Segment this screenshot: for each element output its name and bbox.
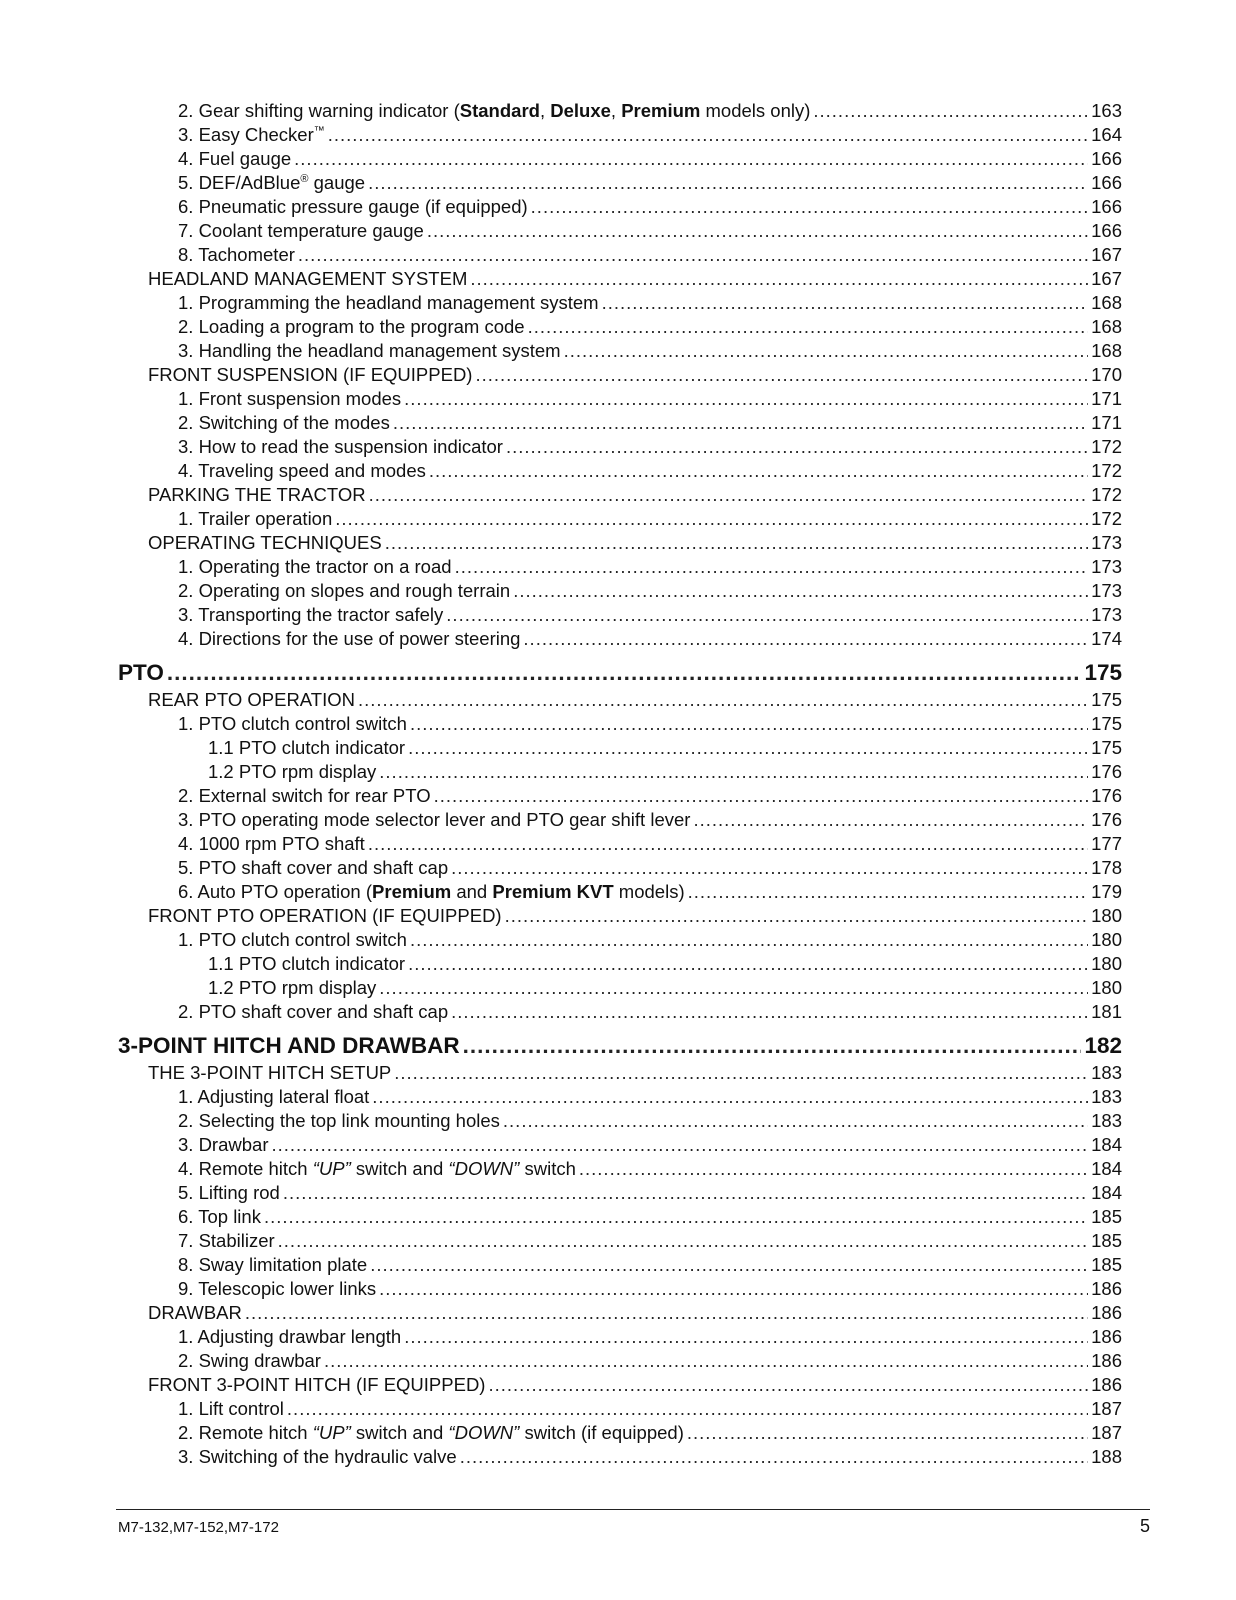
- toc-entry-title: 9. Telescopic lower links: [178, 1278, 377, 1299]
- footer-page-number: 5: [1139, 1516, 1150, 1536]
- dot-leader: [687, 1421, 1088, 1445]
- toc-page-number: 183: [1091, 1062, 1122, 1083]
- toc-entry-title: 4. Fuel gauge: [178, 148, 292, 169]
- dot-leader: [278, 1229, 1088, 1253]
- toc-subentry[interactable]: [118, 976, 1122, 1000]
- toc-page-number: 168: [1091, 316, 1122, 337]
- toc-entry-title: 1.1 PTO clutch indicator: [208, 737, 406, 758]
- toc-page-number: 186: [1091, 1350, 1122, 1371]
- toc-entry-title: 2. Gear shifting warning indicator (Standard, Deluxe, Premium models only): [178, 100, 811, 121]
- trademark-symbol: ™: [313, 124, 325, 137]
- toc-page-number: 170: [1091, 364, 1122, 385]
- toc-entry-title: 1. Lift control: [178, 1398, 284, 1419]
- toc-entry[interactable]: [118, 459, 1122, 483]
- toc-page-number: 166: [1091, 172, 1122, 193]
- toc-entry[interactable]: [118, 1133, 1122, 1157]
- toc-chapter-title: 3-POINT HITCH AND DRAWBAR: [118, 1033, 460, 1058]
- toc-section-entry[interactable]: [118, 483, 1122, 507]
- dot-leader: [523, 627, 1088, 651]
- dot-leader: [404, 387, 1088, 411]
- toc-page-number: 184: [1091, 1134, 1122, 1155]
- toc-entry[interactable]: [118, 784, 1122, 808]
- toc-entry-title: PARKING THE TRACTOR: [148, 484, 366, 505]
- toc-entry-title: 3. Transporting the tractor safely: [178, 604, 444, 625]
- toc-page-number: 183: [1091, 1110, 1122, 1131]
- toc-section-entry[interactable]: [118, 688, 1122, 712]
- toc-entry-title: 5. PTO shaft cover and shaft cap: [178, 857, 449, 878]
- toc-entry[interactable]: [118, 507, 1122, 531]
- toc-entry-title: OPERATING TECHNIQUES: [148, 532, 382, 553]
- toc-section-entry[interactable]: [118, 1301, 1122, 1325]
- toc-entry-title: 2. Swing drawbar: [178, 1350, 321, 1371]
- toc-page-number: 181: [1091, 1001, 1122, 1022]
- dot-leader: [358, 688, 1088, 712]
- toc-page-number: 175: [1084, 660, 1122, 685]
- toc-entry[interactable]: [118, 387, 1122, 411]
- footer-divider: [116, 1509, 1150, 1510]
- toc-page-number: 186: [1091, 1302, 1122, 1323]
- toc-entry[interactable]: [118, 1157, 1122, 1181]
- toc-page-number: 179: [1091, 881, 1122, 902]
- dot-leader: [460, 1445, 1088, 1469]
- toc-entry[interactable]: [118, 99, 1122, 123]
- toc-entry-title: 3. Switching of the hydraulic valve: [178, 1446, 457, 1467]
- toc-page-number: 186: [1091, 1326, 1122, 1347]
- dot-leader: [245, 1301, 1088, 1325]
- toc-page-number: 180: [1091, 905, 1122, 926]
- toc-entry[interactable]: [118, 1397, 1122, 1421]
- toc-page-number: 178: [1091, 857, 1122, 878]
- toc-entry-title: FRONT 3-POINT HITCH (IF EQUIPPED): [148, 1374, 486, 1395]
- toc-section-entry[interactable]: [118, 1373, 1122, 1397]
- toc-entry-title: 1. Operating the tractor on a road: [178, 556, 452, 577]
- toc-page-number: 175: [1091, 713, 1122, 734]
- toc-entry-title: 6. Auto PTO operation (Premium and Premium KVT models): [178, 881, 685, 902]
- toc-section-entry[interactable]: [118, 363, 1122, 387]
- toc-entry[interactable]: [118, 1445, 1122, 1469]
- toc-entry[interactable]: [118, 1349, 1122, 1373]
- toc-subentry[interactable]: [118, 760, 1122, 784]
- toc-page-number: 175: [1091, 689, 1122, 710]
- toc-page-number: 167: [1091, 268, 1122, 289]
- toc-entry[interactable]: [118, 1085, 1122, 1109]
- toc-entry-title: 2. Remote hitch “UP” switch and “DOWN” switch (if equipped): [178, 1422, 684, 1443]
- dot-leader: [335, 507, 1088, 531]
- toc-page-number: 164: [1091, 124, 1122, 145]
- toc-entry[interactable]: [118, 808, 1122, 832]
- toc-section-entry[interactable]: [118, 904, 1122, 928]
- dot-leader: [298, 243, 1088, 267]
- toc-entry-title: 2. External switch for rear PTO: [178, 785, 431, 806]
- toc-entry-title: HEADLAND MANAGEMENT SYSTEM: [148, 268, 468, 289]
- toc-chapter-heading[interactable]: [118, 658, 1122, 688]
- toc-entry[interactable]: [118, 291, 1122, 315]
- toc-entry-title: REAR PTO OPERATION: [148, 689, 355, 710]
- footer-model-names: M7-132,M7-152,M7-172: [118, 1519, 279, 1536]
- toc-page-number: 187: [1091, 1422, 1122, 1443]
- toc-entry[interactable]: [118, 1421, 1122, 1445]
- toc-entry-title: 5. Lifting rod: [178, 1182, 280, 1203]
- dot-leader: [528, 315, 1089, 339]
- toc-chapter-title: PTO: [118, 660, 164, 685]
- toc-entry-title: 6. Pneumatic pressure gauge (if equipped): [178, 196, 528, 217]
- toc-entry[interactable]: [118, 1109, 1122, 1133]
- dot-leader: [579, 1157, 1088, 1181]
- toc-page-number: 185: [1091, 1206, 1122, 1227]
- toc-page-number: 185: [1091, 1230, 1122, 1251]
- toc-entry-title: 8. Sway limitation plate: [178, 1254, 368, 1275]
- toc-entry-title: 3. Easy Checker™: [178, 124, 325, 145]
- dot-leader: [404, 1325, 1088, 1349]
- dot-leader: [451, 1000, 1088, 1024]
- toc-entry-title: 1. PTO clutch control switch: [178, 713, 407, 734]
- toc-section-entry[interactable]: [118, 1061, 1122, 1085]
- toc-entry-title: 2. Selecting the top link mounting holes: [178, 1110, 500, 1131]
- toc-page-number: 173: [1091, 604, 1122, 625]
- dot-leader: [370, 1253, 1088, 1277]
- toc-entry-title: 3. Handling the headland management system: [178, 340, 561, 361]
- dot-leader: [475, 363, 1088, 387]
- dot-leader: [328, 123, 1088, 147]
- toc-entry[interactable]: [118, 880, 1122, 904]
- dot-leader: [167, 658, 1082, 688]
- toc-entry-title: 1. Front suspension modes: [178, 388, 402, 409]
- toc-page-number: 177: [1091, 833, 1122, 854]
- dot-leader: [379, 760, 1088, 784]
- dot-leader: [264, 1205, 1088, 1229]
- table-of-contents: [118, 99, 1122, 1469]
- dot-leader: [287, 1397, 1088, 1421]
- toc-entry-title: 3. How to read the suspension indicator: [178, 436, 503, 457]
- toc-entry-title: 4. 1000 rpm PTO shaft: [178, 833, 365, 854]
- toc-page-number: 172: [1091, 508, 1122, 529]
- toc-entry-title: 7. Stabilizer: [178, 1230, 275, 1251]
- toc-subentry[interactable]: [118, 736, 1122, 760]
- toc-entry-title: 1. Programming the headland management system: [178, 292, 599, 313]
- toc-entry-title: 1.2 PTO rpm display: [208, 977, 377, 998]
- toc-page-number: 176: [1091, 785, 1122, 806]
- toc-entry[interactable]: [118, 435, 1122, 459]
- dot-leader: [368, 832, 1088, 856]
- toc-section-entry[interactable]: [118, 267, 1122, 291]
- dot-leader: [283, 1181, 1088, 1205]
- toc-page-number: 182: [1084, 1033, 1122, 1058]
- dot-leader: [271, 1133, 1088, 1157]
- toc-page-number: 171: [1091, 412, 1122, 433]
- dot-leader: [429, 459, 1088, 483]
- dot-leader: [410, 712, 1088, 736]
- dot-leader: [455, 555, 1089, 579]
- toc-entry-title: 1. Adjusting drawbar length: [178, 1326, 402, 1347]
- toc-entry-title: 5. DEF/AdBlue® gauge: [178, 172, 366, 193]
- dot-leader: [385, 531, 1088, 555]
- dot-leader: [372, 1085, 1088, 1109]
- toc-entry-title: FRONT PTO OPERATION (IF EQUIPPED): [148, 905, 502, 926]
- toc-entry-title: 2. Operating on slopes and rough terrain: [178, 580, 511, 601]
- toc-entry[interactable]: [118, 1277, 1122, 1301]
- toc-page-number: 187: [1091, 1398, 1122, 1419]
- dot-leader: [446, 603, 1088, 627]
- dot-leader: [427, 219, 1088, 243]
- toc-entry[interactable]: [118, 1325, 1122, 1349]
- dot-leader: [513, 579, 1088, 603]
- dot-leader: [488, 1373, 1088, 1397]
- dot-leader: [410, 928, 1088, 952]
- toc-entry-title: 2. PTO shaft cover and shaft cap: [178, 1001, 449, 1022]
- toc-page-number: 180: [1091, 929, 1122, 950]
- dot-leader: [369, 483, 1089, 507]
- toc-entry[interactable]: [118, 315, 1122, 339]
- dot-leader: [451, 856, 1088, 880]
- dot-leader: [408, 736, 1088, 760]
- toc-page-number: 185: [1091, 1254, 1122, 1275]
- toc-entry[interactable]: [118, 219, 1122, 243]
- toc-entry-title: THE 3-POINT HITCH SETUP: [148, 1062, 392, 1083]
- toc-entry-title: 1. Adjusting lateral float: [178, 1086, 370, 1107]
- toc-entry-title: 3. PTO operating mode selector lever and PTO gear shift lever: [178, 809, 691, 830]
- toc-entry[interactable]: [118, 411, 1122, 435]
- toc-page-number: 176: [1091, 809, 1122, 830]
- toc-entry-title: 3. Drawbar: [178, 1134, 269, 1155]
- toc-entry-title: FRONT SUSPENSION (IF EQUIPPED): [148, 364, 473, 385]
- toc-entry[interactable]: [118, 928, 1122, 952]
- toc-page-number: 163: [1091, 100, 1122, 121]
- toc-page-number: 168: [1091, 340, 1122, 361]
- toc-entry[interactable]: [118, 1205, 1122, 1229]
- dot-leader: [503, 1109, 1088, 1133]
- dot-leader: [813, 99, 1088, 123]
- toc-entry-title: 1.2 PTO rpm display: [208, 761, 377, 782]
- dot-leader: [393, 411, 1088, 435]
- toc-page-number: 173: [1091, 580, 1122, 601]
- toc-entry[interactable]: [118, 555, 1122, 579]
- dot-leader: [324, 1349, 1088, 1373]
- toc-entry[interactable]: [118, 171, 1122, 195]
- toc-page-number: 173: [1091, 556, 1122, 577]
- toc-entry-title: 2. Switching of the modes: [178, 412, 390, 433]
- dot-leader: [564, 339, 1089, 363]
- toc-page-number: 184: [1091, 1158, 1122, 1179]
- toc-entry-title: 1. Trailer operation: [178, 508, 333, 529]
- toc-page-number: 180: [1091, 977, 1122, 998]
- toc-page-number: 188: [1091, 1446, 1122, 1467]
- toc-entry-title: DRAWBAR: [148, 1302, 242, 1323]
- toc-page-number: 166: [1091, 196, 1122, 217]
- toc-entry-title: 4. Remote hitch “UP” switch and “DOWN” switch: [178, 1158, 576, 1179]
- toc-page-number: 166: [1091, 220, 1122, 241]
- toc-entry[interactable]: [118, 147, 1122, 171]
- toc-entry[interactable]: [118, 243, 1122, 267]
- dot-leader: [379, 1277, 1088, 1301]
- toc-entry[interactable]: [118, 856, 1122, 880]
- toc-page-number: 172: [1091, 436, 1122, 457]
- toc-entry[interactable]: [118, 1253, 1122, 1277]
- toc-page-number: 186: [1091, 1278, 1122, 1299]
- toc-section-entry[interactable]: [118, 531, 1122, 555]
- dot-leader: [505, 904, 1089, 928]
- toc-entry-title: 4. Directions for the use of power steering: [178, 628, 521, 649]
- toc-entry[interactable]: [118, 1229, 1122, 1253]
- toc-entry-title: 1.1 PTO clutch indicator: [208, 953, 406, 974]
- toc-page-number: 168: [1091, 292, 1122, 313]
- toc-entry-title: 7. Coolant temperature gauge: [178, 220, 424, 241]
- toc-entry-title: 6. Top link: [178, 1206, 261, 1227]
- toc-page-number: 176: [1091, 761, 1122, 782]
- toc-page-number: 173: [1091, 532, 1122, 553]
- dot-leader: [531, 195, 1088, 219]
- dot-leader: [294, 147, 1088, 171]
- toc-page-number: 184: [1091, 1182, 1122, 1203]
- toc-chapter-heading[interactable]: [118, 1031, 1122, 1061]
- toc-entry[interactable]: [118, 579, 1122, 603]
- toc-entry[interactable]: [118, 712, 1122, 736]
- toc-page-number: 186: [1091, 1374, 1122, 1395]
- toc-entry-title: 2. Loading a program to the program code: [178, 316, 525, 337]
- dot-leader: [379, 976, 1088, 1000]
- toc-entry[interactable]: [118, 123, 1122, 147]
- toc-page-number: 172: [1091, 484, 1122, 505]
- dot-leader: [394, 1061, 1088, 1085]
- toc-page-number: 175: [1091, 737, 1122, 758]
- toc-entry[interactable]: [118, 603, 1122, 627]
- dot-leader: [408, 952, 1088, 976]
- dot-leader: [368, 171, 1088, 195]
- toc-page-number: 167: [1091, 244, 1122, 265]
- toc-entry-title: 8. Tachometer: [178, 244, 295, 265]
- toc-page-number: 183: [1091, 1086, 1122, 1107]
- toc-entry[interactable]: [118, 1000, 1122, 1024]
- toc-page-number: 166: [1091, 148, 1122, 169]
- dot-leader: [688, 880, 1089, 904]
- toc-entry[interactable]: [118, 195, 1122, 219]
- dot-leader: [470, 267, 1088, 291]
- toc-entry-title: 1. PTO clutch control switch: [178, 929, 407, 950]
- toc-entry[interactable]: [118, 832, 1122, 856]
- dot-leader: [434, 784, 1089, 808]
- toc-page-number: 171: [1091, 388, 1122, 409]
- toc-page-number: 180: [1091, 953, 1122, 974]
- toc-subentry[interactable]: [118, 952, 1122, 976]
- dot-leader: [506, 435, 1088, 459]
- dot-leader: [602, 291, 1089, 315]
- toc-entry[interactable]: [118, 1181, 1122, 1205]
- dot-leader: [463, 1031, 1082, 1061]
- toc-page-number: 172: [1091, 460, 1122, 481]
- toc-entry[interactable]: [118, 339, 1122, 363]
- toc-page-number: 174: [1091, 628, 1122, 649]
- toc-entry[interactable]: [118, 627, 1122, 651]
- registered-symbol: ®: [300, 172, 309, 185]
- dot-leader: [693, 808, 1088, 832]
- toc-entry-title: 4. Traveling speed and modes: [178, 460, 426, 481]
